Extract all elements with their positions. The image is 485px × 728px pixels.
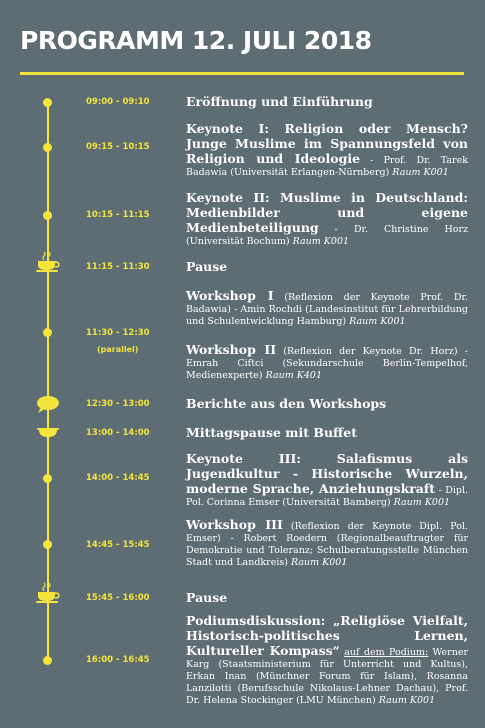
entry-heading: Keynote II: Muslime in Deutschland: Medienbilder und eigene Medienbeteiligung: [186, 190, 468, 235]
program-entry: [186, 591, 468, 606]
time-slot: 13:00 - 14:00: [86, 428, 150, 438]
entry-details: (Reflexion der Keynote Dr. Horz) - Emrah Ciftci (Sekundarschule Berlin-Tempelhof, Medienexperte): [186, 346, 469, 381]
entry-heading: Pause: [186, 259, 228, 274]
timeline-line: [47, 102, 49, 662]
program-entry: [186, 343, 468, 382]
program-entry: [186, 397, 468, 412]
program-entry: [186, 518, 468, 569]
time-slot: 11:15 - 11:30: [86, 262, 150, 272]
entry-heading: Berichte aus den Workshops: [186, 396, 387, 411]
entry-details: - Prof. Dr. Tarek Badawia (Universität Erlangen-Nürnberg): [186, 155, 468, 178]
entry-heading: Keynote I: Religion oder Mensch? Junge Muslime im Spannungsfeld von Religion und Ideologie: [186, 121, 468, 166]
entry-room: Raum K001: [349, 316, 406, 327]
timeline-marker: [43, 474, 52, 483]
speech-bubble-icon: [36, 395, 60, 413]
entry-podium-label: auf dem Podium:: [344, 647, 429, 658]
entry-heading: Workshop II: [186, 342, 277, 357]
timeline-marker: [43, 98, 52, 107]
program-entry: [186, 95, 468, 110]
entry-heading: Keynote III: Salafismus als Jugendkultur - Historische Wurzeln, moderne Sprache, Anziehungskraft: [186, 451, 468, 496]
timeline-marker: [43, 328, 52, 337]
entry-details: Werner Karg (Staatsministerium für Unterricht und Kultus), Erkan Inan (Münchner Forum für Islam), Rosanna Lanzilotti (Berufsschule Nikolaus-Lehner Dachau), Prof. Dr. Helena Stockinger (LMU München): [186, 647, 468, 706]
time-slot: 09:00 - 09:10: [86, 97, 150, 107]
entry-room: Raum K401: [265, 370, 323, 381]
time-slot: 12:30 - 13:00: [86, 399, 150, 409]
timeline-marker: [43, 143, 52, 152]
entry-heading: Workshop I: [186, 288, 274, 303]
time-slot: 15:45 - 16:00: [86, 593, 150, 603]
entry-heading: Pause: [186, 590, 228, 605]
plate-icon: [36, 427, 60, 439]
page-title: PROGRAMM 12. JULI 2018: [20, 26, 372, 55]
program-entry: [186, 289, 468, 328]
entry-room: Raum K001: [378, 695, 436, 706]
entry-details: (Reflexion der Keynote Dipl. Pol. Emser) - Robert Roedern (Regionalbeauftragter für Demokratie und Toleranz; Schulberatungsstelle München Stadt und Landkreis): [186, 521, 468, 568]
timeline-marker: [43, 211, 52, 220]
entry-heading: Eröffnung und Einführung: [186, 94, 373, 109]
entry-heading: Workshop III: [186, 517, 283, 532]
program-entry: [186, 122, 468, 179]
program-entry: [186, 426, 468, 441]
entry-details: - Dipl. Pol. Corinna Emser (Universität Bamberg): [186, 485, 468, 508]
timeline-marker: [43, 656, 52, 665]
program-entry: [186, 614, 468, 707]
entry-details: - Dr. Christine Horz (Universität Bochum): [186, 224, 468, 247]
entry-room: Raum K001: [393, 497, 451, 508]
program-entry: [186, 452, 468, 509]
entry-heading: Podiumsdiskussion: „Religiöse Vielfalt, Historisch-politisches Lernen, Kultureller Kompass“: [186, 613, 468, 658]
time-slot: 16:00 - 16:45: [86, 655, 150, 665]
time-slot: 11:30 - 12:30: [86, 328, 150, 338]
time-slot: 14:00 - 14:45: [86, 473, 150, 483]
timeline-marker: [43, 540, 52, 549]
title-underline: [20, 72, 464, 75]
coffee-cup-icon: [35, 251, 61, 273]
entry-room: Raum K001: [292, 236, 350, 247]
entry-room: Raum K001: [290, 557, 348, 568]
program-entry: [186, 260, 468, 275]
entry-details: (Reflexion der Keynote Prof. Dr. Badawia) - Amin Rochdi (Landesinstitut für Lehrerbildung und Schulentwicklung Hamburg): [186, 292, 468, 327]
entry-heading: Mittagspause mit Buffet: [186, 425, 358, 440]
time-slot: 14:45 - 15:45: [86, 540, 150, 550]
time-slot: 09:15 - 10:15: [86, 142, 150, 152]
parallel-note: (parallel): [97, 345, 139, 354]
time-slot: 10:15 - 11:15: [86, 210, 150, 220]
entry-room: Raum K001: [392, 167, 449, 178]
coffee-cup-icon: [35, 582, 61, 604]
program-entry: [186, 191, 468, 248]
